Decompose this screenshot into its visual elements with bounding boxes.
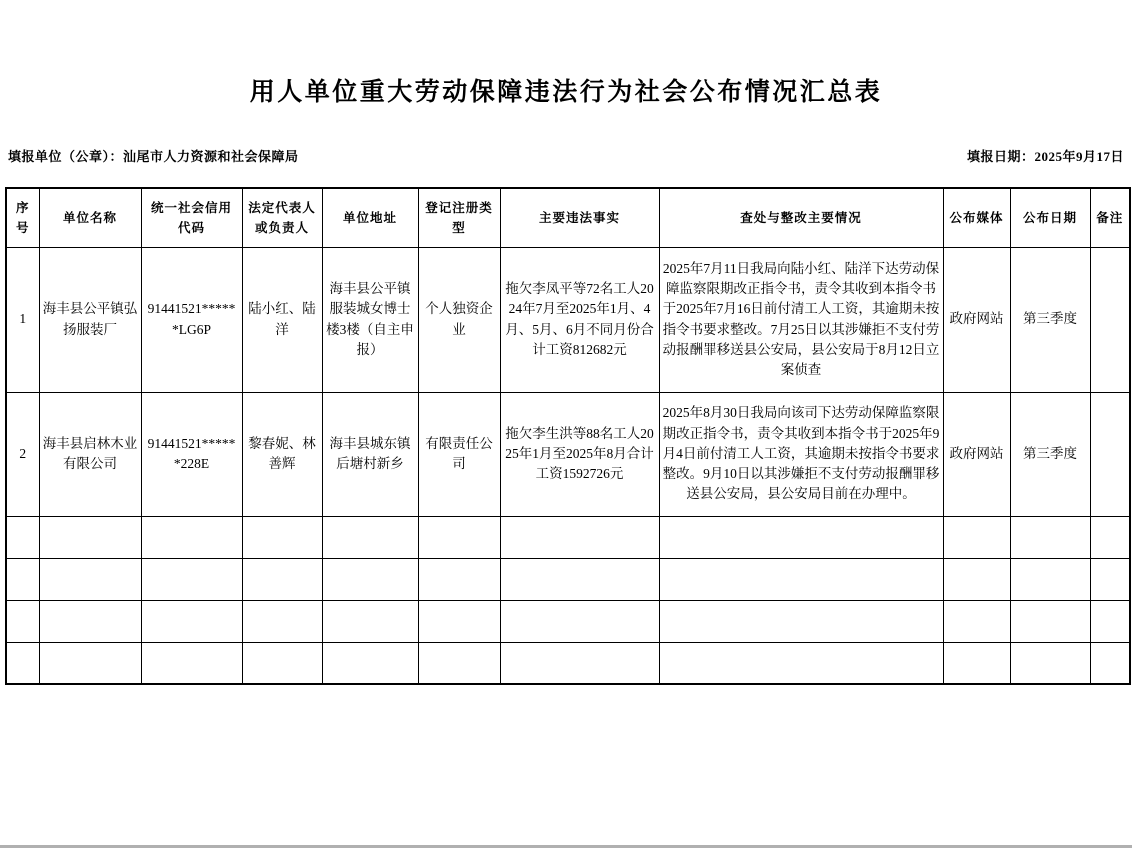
cell-remarks xyxy=(1090,392,1130,516)
empty-cell xyxy=(39,516,141,558)
empty-cell xyxy=(6,558,39,600)
col-header-address: 单位地址 xyxy=(322,188,418,247)
empty-cell xyxy=(1010,600,1090,642)
cell-unit-name: 海丰县公平镇弘扬服装厂 xyxy=(39,247,141,392)
col-header-unit-name: 单位名称 xyxy=(39,188,141,247)
filing-unit-label: 填报单位（公章）：汕尾市人力资源和社会保障局 xyxy=(8,149,299,164)
cell-investigation: 2025年7月11日我局向陆小红、陆洋下达劳动保障监察限期改正指令书，责令其收到本指令书于2025年7月16日前付清工人工资，其逾期未按指令书要求整改。7月25日以其涉嫌拒不支付劳动报酬罪移送县公安局，县公安局于8月12日立案侦查 xyxy=(659,247,943,392)
empty-cell xyxy=(39,558,141,600)
cell-violation-facts: 拖欠李生洪等88名工人2025年1月至2025年8月合计工资1592726元 xyxy=(500,392,659,516)
empty-cell xyxy=(1010,558,1090,600)
cell-seq: 2 xyxy=(6,392,39,516)
empty-cell xyxy=(943,642,1010,684)
col-header-seq: 序号 xyxy=(6,188,39,247)
empty-table-row xyxy=(6,558,1130,600)
violations-summary-table xyxy=(5,187,1131,685)
cell-reg-type: 有限责任公司 xyxy=(418,392,500,516)
empty-cell xyxy=(500,600,659,642)
col-header-remarks: 备注 xyxy=(1090,188,1130,247)
empty-table-row xyxy=(6,516,1130,558)
empty-cell xyxy=(943,600,1010,642)
cell-publish-media: 政府网站 xyxy=(943,392,1010,516)
cell-investigation: 2025年8月30日我局向该司下达劳动保障监察限期改正指令书，责令其收到本指令书于2025年9月4日前付清工人工资，其逾期未按指令书要求整改。9月10日以其涉嫌拒不支付劳动报酬罪移送县公安局，县公安局目前在办理中。 xyxy=(659,392,943,516)
cell-seq: 1 xyxy=(6,247,39,392)
empty-cell xyxy=(500,558,659,600)
cell-credit-code: 91441521******LG6P xyxy=(141,247,242,392)
empty-cell xyxy=(6,516,39,558)
col-header-credit-code: 统一社会信用代码 xyxy=(141,188,242,247)
cell-publish-date: 第三季度 xyxy=(1010,392,1090,516)
empty-cell xyxy=(418,516,500,558)
empty-cell xyxy=(242,600,322,642)
empty-cell xyxy=(1090,642,1130,684)
empty-cell xyxy=(141,516,242,558)
col-header-investigation: 查处与整改主要情况 xyxy=(659,188,943,247)
col-header-publish-date: 公布日期 xyxy=(1010,188,1090,247)
empty-cell xyxy=(322,600,418,642)
empty-cell xyxy=(242,516,322,558)
cell-violation-facts: 拖欠李凤平等72名工人2024年7月至2025年1月、4月、5月、6月不同月份合计工资812682元 xyxy=(500,247,659,392)
empty-cell xyxy=(1090,516,1130,558)
cell-address: 海丰县公平镇服装城女博士楼3楼（自主申报） xyxy=(322,247,418,392)
cell-unit-name: 海丰县启林木业有限公司 xyxy=(39,392,141,516)
col-header-reg-type: 登记注册类型 xyxy=(418,188,500,247)
empty-cell xyxy=(322,516,418,558)
col-header-legal-rep: 法定代表人或负责人 xyxy=(242,188,322,247)
empty-cell xyxy=(322,642,418,684)
table-row xyxy=(6,392,1130,516)
cell-publish-media: 政府网站 xyxy=(943,247,1010,392)
empty-cell xyxy=(1090,600,1130,642)
empty-cell xyxy=(1090,558,1130,600)
empty-cell xyxy=(659,600,943,642)
cell-reg-type: 个人独资企业 xyxy=(418,247,500,392)
cell-legal-rep: 陆小红、陆洋 xyxy=(242,247,322,392)
empty-cell xyxy=(659,516,943,558)
empty-table-row xyxy=(6,600,1130,642)
empty-cell xyxy=(242,558,322,600)
empty-cell xyxy=(1010,516,1090,558)
cell-publish-date: 第三季度 xyxy=(1010,247,1090,392)
empty-cell xyxy=(943,558,1010,600)
empty-cell xyxy=(39,642,141,684)
header-row xyxy=(6,188,1130,247)
empty-cell xyxy=(6,600,39,642)
page-title: 用人单位重大劳动保障违法行为社会公布情况汇总表 xyxy=(249,79,883,106)
meta-row xyxy=(8,146,1124,165)
table-row xyxy=(6,247,1130,392)
col-header-violation-facts: 主要违法事实 xyxy=(500,188,659,247)
empty-cell xyxy=(500,642,659,684)
empty-cell xyxy=(141,600,242,642)
empty-cell xyxy=(1010,642,1090,684)
empty-cell xyxy=(659,558,943,600)
empty-cell xyxy=(242,642,322,684)
empty-cell xyxy=(418,558,500,600)
empty-cell xyxy=(943,516,1010,558)
empty-cell xyxy=(659,642,943,684)
empty-cell xyxy=(39,600,141,642)
empty-cell xyxy=(6,642,39,684)
empty-cell xyxy=(418,642,500,684)
cell-remarks xyxy=(1090,247,1130,392)
empty-cell xyxy=(141,642,242,684)
cell-legal-rep: 黎春妮、林善辉 xyxy=(242,392,322,516)
empty-cell xyxy=(322,558,418,600)
empty-cell xyxy=(418,600,500,642)
cell-credit-code: 91441521******228E xyxy=(141,392,242,516)
col-header-publish-media: 公布媒体 xyxy=(943,188,1010,247)
cell-address: 海丰县城东镇后塘村新乡 xyxy=(322,392,418,516)
empty-cell xyxy=(500,516,659,558)
empty-cell xyxy=(141,558,242,600)
empty-table-row xyxy=(6,642,1130,684)
filing-date-label: 填报日期：2025年9月17日 xyxy=(966,149,1124,164)
